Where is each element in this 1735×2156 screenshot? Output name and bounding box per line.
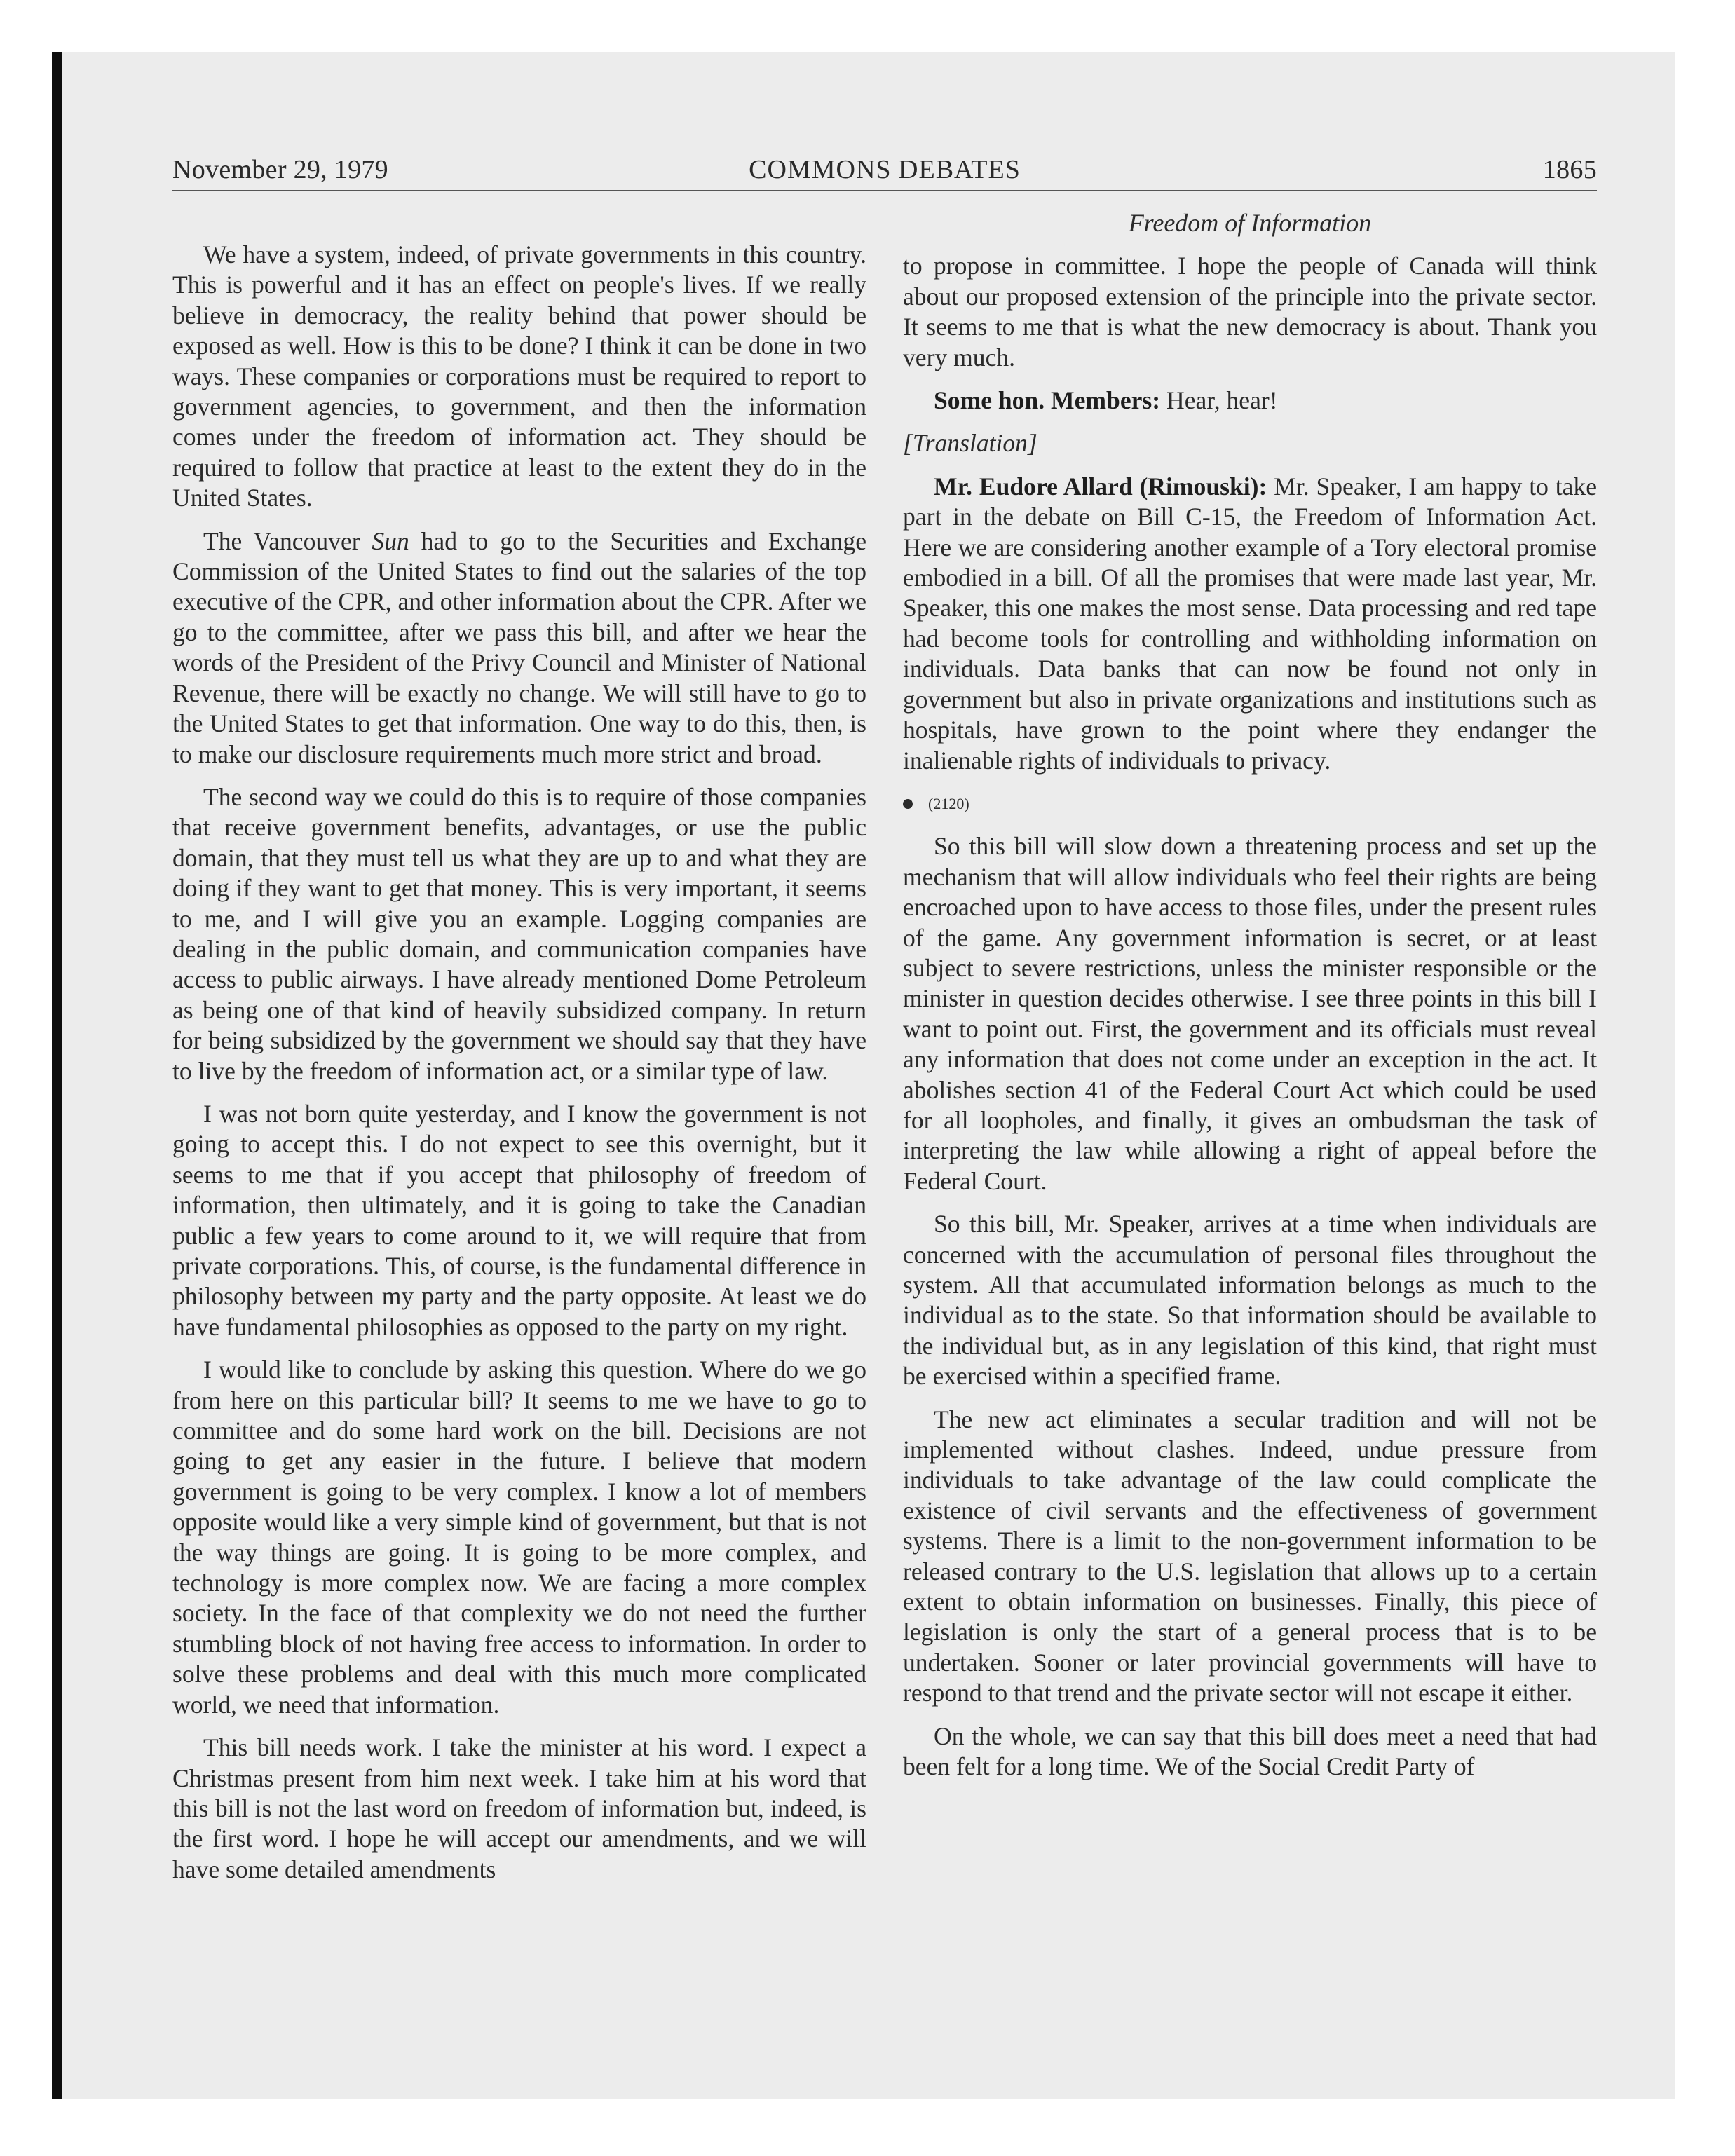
header-title: COMMONS DEBATES <box>749 155 1021 184</box>
paragraph: So this bill, Mr. Speaker, arrives at a time when individuals are concerned with the accumulation of personal files throughout the system. All that accumulated information belongs as much to the individual as to the state. So that information should be available to the individual but, as in any legislation of this kind, that right must be exercised within a specified frame. <box>903 1210 1597 1391</box>
paragraph: The Vancouver Sun had to go to the Securities and Exchange Commission of the United States to find out the salaries of the top executive of the CPR, and other information about the CPR. After we go to the committee, after we pass this bill, and after we hear the words of the President of the Privy Council and Minister of National Revenue, there will be exactly no change. We will still have to go to the United States to get that information. One way to do this, then, is to make our disclosure requirements much more strict and broad. <box>172 526 866 768</box>
paragraph: The second way we could do this is to require of those companies that receive government benefits, advantages, or use the public domain, that they must tell us what they are up to and what they are doing if they want to get that money. This is very important, it seems to me, and I will give you an example. Logging companies are dealing in the public domain, and communication companies have access to public airways. I have already mentioned Dome Petroleum as being one of that kind of heavily subsidized company. In return for being subsidized by the government we should say that they have to live by the freedom of information act, or a similar type of law. <box>172 782 866 1085</box>
speaker-name: Some hon. Members: <box>934 386 1161 415</box>
paragraph: We have a system, indeed, of private governments in this country. This is powerful and it has an effect on people's lives. If we really believe in democracy, the reality behind that power should be exposed as well. How is this to be done? I think it can be done in two ways. These companies or corporations must be required to report to government agencies, to government, and then the information comes under the freedom of information act. They should be required to follow that practice at least to the extent they do in the United States. <box>172 240 866 512</box>
binding-edge <box>52 52 62 2099</box>
translation-label: [Translation] <box>903 429 1037 458</box>
paragraph: So this bill will slow down a threatening process and set up the mechanism that will allow individuals who feel their rights are being encroached upon to have access to those files, under the present rules of the game. Any government information is secret, or at least subject to severe restrictions, unless the minister responsible or the minister in question decides otherwise. I see three points in this bill I want to point out. First, the government and its officials must reveal any information that does not come under an exception in the act. It abolishes section 41 of the Federal Court Act which could be used for all loopholes, and finally, it gives an ombudsman the task of interpreting the law while allowing a right of appeal before the Federal Court. <box>903 832 1597 1195</box>
paragraph: On the whole, we can say that this bill does meet a need that had been felt for a long time. We of the Social Credit Party of <box>903 1721 1597 1781</box>
paragraph: I would like to conclude by asking this question. Where do we go from here on this particular bill? It seems to me we have to go to committee and do some hard work on the bill. Decisions are not going to get any easier in the future. I believe that modern government is going to be very complex. I know a lot of members opposite would like a very simple kind of government, but that is not the way things are going. It is going to be more complex, and technology is more complex now. We are facing a more complex society. In the face of that complexity we do not need the further stumbling block of not having free access to information. In order to solve these problems and deal with this much more complicated world, we need that information. <box>172 1356 866 1719</box>
speech-paragraph: Mr. Eudore Allard (Rimouski): Mr. Speaker, I am happy to take part in the debate on Bill C-15, the Freedom of Information Act. Here we are considering another example of a Tory electoral promise embodied in a bill. Of all the promises that were made last year, Mr. Speaker, this one makes the most sense. Data processing and red tape had become tools for controlling and withholding information on individuals. Data banks that can now be found not only in government but also in private organizations and institutions such as hospitals, have grown to the point where they endanger the inalienable rights of individuals to privacy. <box>903 472 1597 775</box>
interjection: Some hon. Members: Hear, hear! <box>934 386 1278 415</box>
time-marker: (2120) <box>903 789 1597 819</box>
paragraph: The new act eliminates a secular tradition and will not be implemented without clashes. Indeed, undue pressure from individuals to take advantage of the law could complicate the existence of civil servants and the effectiveness of government systems. There is a limit to the non-government information to be released contrary to the U.S. legislation that allows up to a certain extent to obtain information on businesses. Finally, this piece of legislation is only the start of a general process that is to be undertaken. Sooner or later provincial governments will have to respond to that trend and the private sector will not escape it either. <box>903 1405 1597 1707</box>
paragraph: to propose in committee. I hope the people of Canada will think about our proposed extension of the principle into the private sector. It seems to me that is what the new democracy is about. Thank you very much. <box>903 252 1597 371</box>
newspaper-name: Sun <box>372 526 409 555</box>
right-column <box>903 208 1597 1795</box>
speaker-name: Mr. Eudore Allard (Rimouski): <box>934 472 1267 500</box>
paragraph: I was not born quite yesterday, and I know the government is not going to accept this. I do not expect to see this overnight, but it seems to me that if you accept that philosophy of freedom of information, then ultimately, and it is going to take the Canadian public a few years to come around to it, we will require that from private corporations. This, of course, is the fundamental difference in philosophy between my party and the party opposite. At least we do have fundamental philosophies as opposed to the party on my right. <box>172 1099 866 1341</box>
bullet-icon <box>903 799 913 809</box>
page-number: 1865 <box>1542 155 1597 184</box>
page-header <box>172 149 1597 191</box>
running-head: Freedom of Information <box>1128 209 1372 237</box>
header-rule <box>172 190 1597 191</box>
left-column <box>172 240 866 1897</box>
header-date: November 29, 1979 <box>172 155 388 184</box>
paragraph: This bill needs work. I take the minister at his word. I expect a Christmas present from him next week. I take him at his word that this bill is not the last word on freedom of information but, indeed, is the first word. I hope he will accept our amendments, and we will have some detailed amendments <box>172 1733 866 1883</box>
